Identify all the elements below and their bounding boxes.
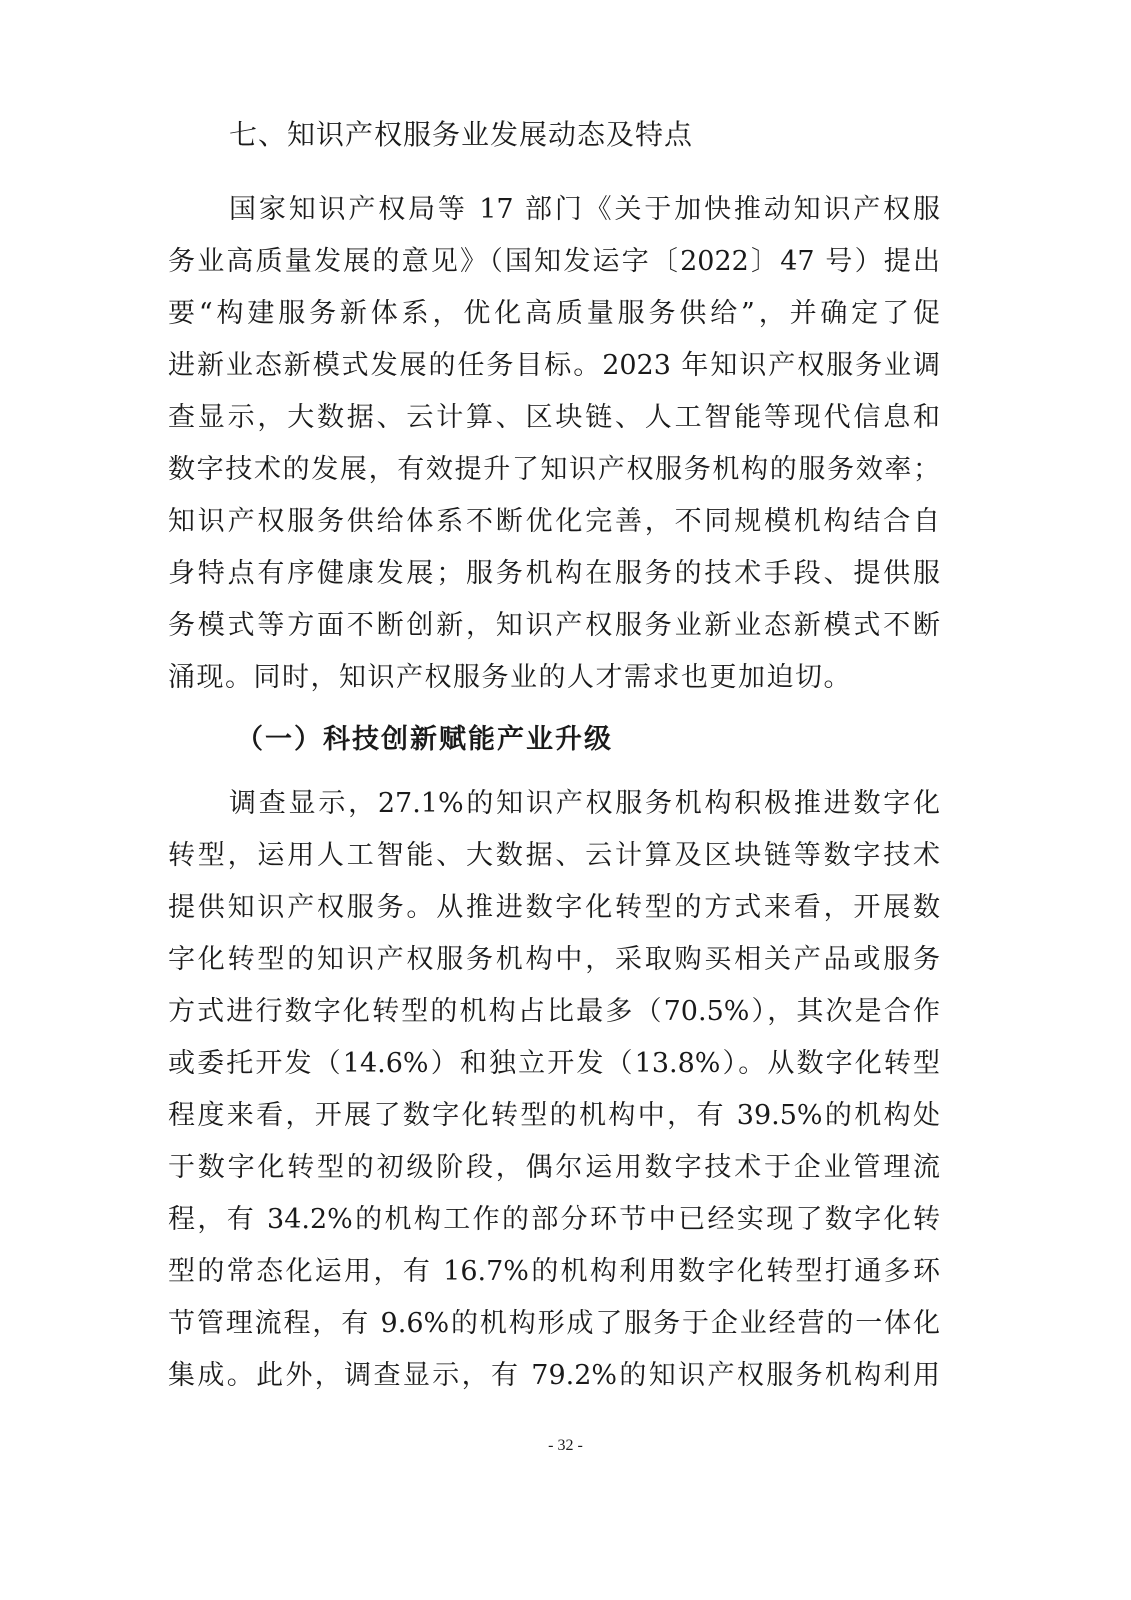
section-heading: 七、知识产权服务业发展动态及特点 (229, 118, 694, 151)
page-body (168, 109, 940, 1402)
text-line: 集成。此外，调查显示，有 79.2%的知识产权服务机构利用 (168, 1360, 940, 1391)
text-line: 调查显示，27.1%的知识产权服务机构积极推进数字化 (229, 788, 940, 819)
subsection-heading: （一）科技创新赋能产业升级 (236, 724, 613, 755)
text-line: 查显示，大数据、云计算、区块链、人工智能等现代信息和 (168, 402, 940, 433)
text-line: 程，有 34.2%的机构工作的部分环节中已经实现了数字化转 (168, 1204, 940, 1235)
text-line: 务业高质量发展的意见》（国知发运字〔2022〕47 号）提出 (168, 246, 940, 277)
text-line: 数字技术的发展，有效提升了知识产权服务机构的服务效率； (168, 454, 940, 485)
text-line: 字化转型的知识产权服务机构中，采取购买相关产品或服务 (168, 944, 940, 975)
page-number: - 32 - (548, 1437, 583, 1454)
paragraph (168, 778, 940, 1402)
text-line: 方式进行数字化转型的机构占比最多（70.5%），其次是合作 (168, 996, 940, 1027)
text-line: 或委托开发（14.6%）和独立开发（13.8%）。从数字化转型 (168, 1048, 940, 1079)
text-line: 节管理流程，有 9.6%的机构形成了服务于企业经营的一体化 (168, 1308, 940, 1339)
text-line: 程度来看，开展了数字化转型的机构中，有 39.5%的机构处 (168, 1100, 940, 1131)
text-line: 要“构建服务新体系，优化高质量服务供给”，并确定了促 (168, 298, 940, 329)
paragraph (168, 184, 940, 704)
text-line: 型的常态化运用，有 16.7%的机构利用数字化转型打通多环 (168, 1256, 940, 1287)
text-line: 知识产权服务供给体系不断优化完善，不同规模机构结合自 (168, 506, 940, 537)
text-line: 于数字化转型的初级阶段，偶尔运用数字技术于企业管理流 (168, 1152, 940, 1183)
text-line: 涌现。同时，知识产权服务业的人才需求也更加迫切。 (168, 662, 852, 693)
text-line: 提供知识产权服务。从推进数字化转型的方式来看，开展数 (168, 892, 940, 923)
text-line: 进新业态新模式发展的任务目标。2023 年知识产权服务业调 (168, 350, 940, 381)
text-line: 务模式等方面不断创新，知识产权服务业新业态新模式不断 (168, 610, 940, 641)
text-line: 转型，运用人工智能、大数据、云计算及区块链等数字技术 (168, 840, 940, 871)
text-line: 国家知识产权局等 17 部门《关于加快推动知识产权服 (229, 194, 940, 225)
text-line: 身特点有序健康发展；服务机构在服务的技术手段、提供服 (168, 558, 940, 589)
